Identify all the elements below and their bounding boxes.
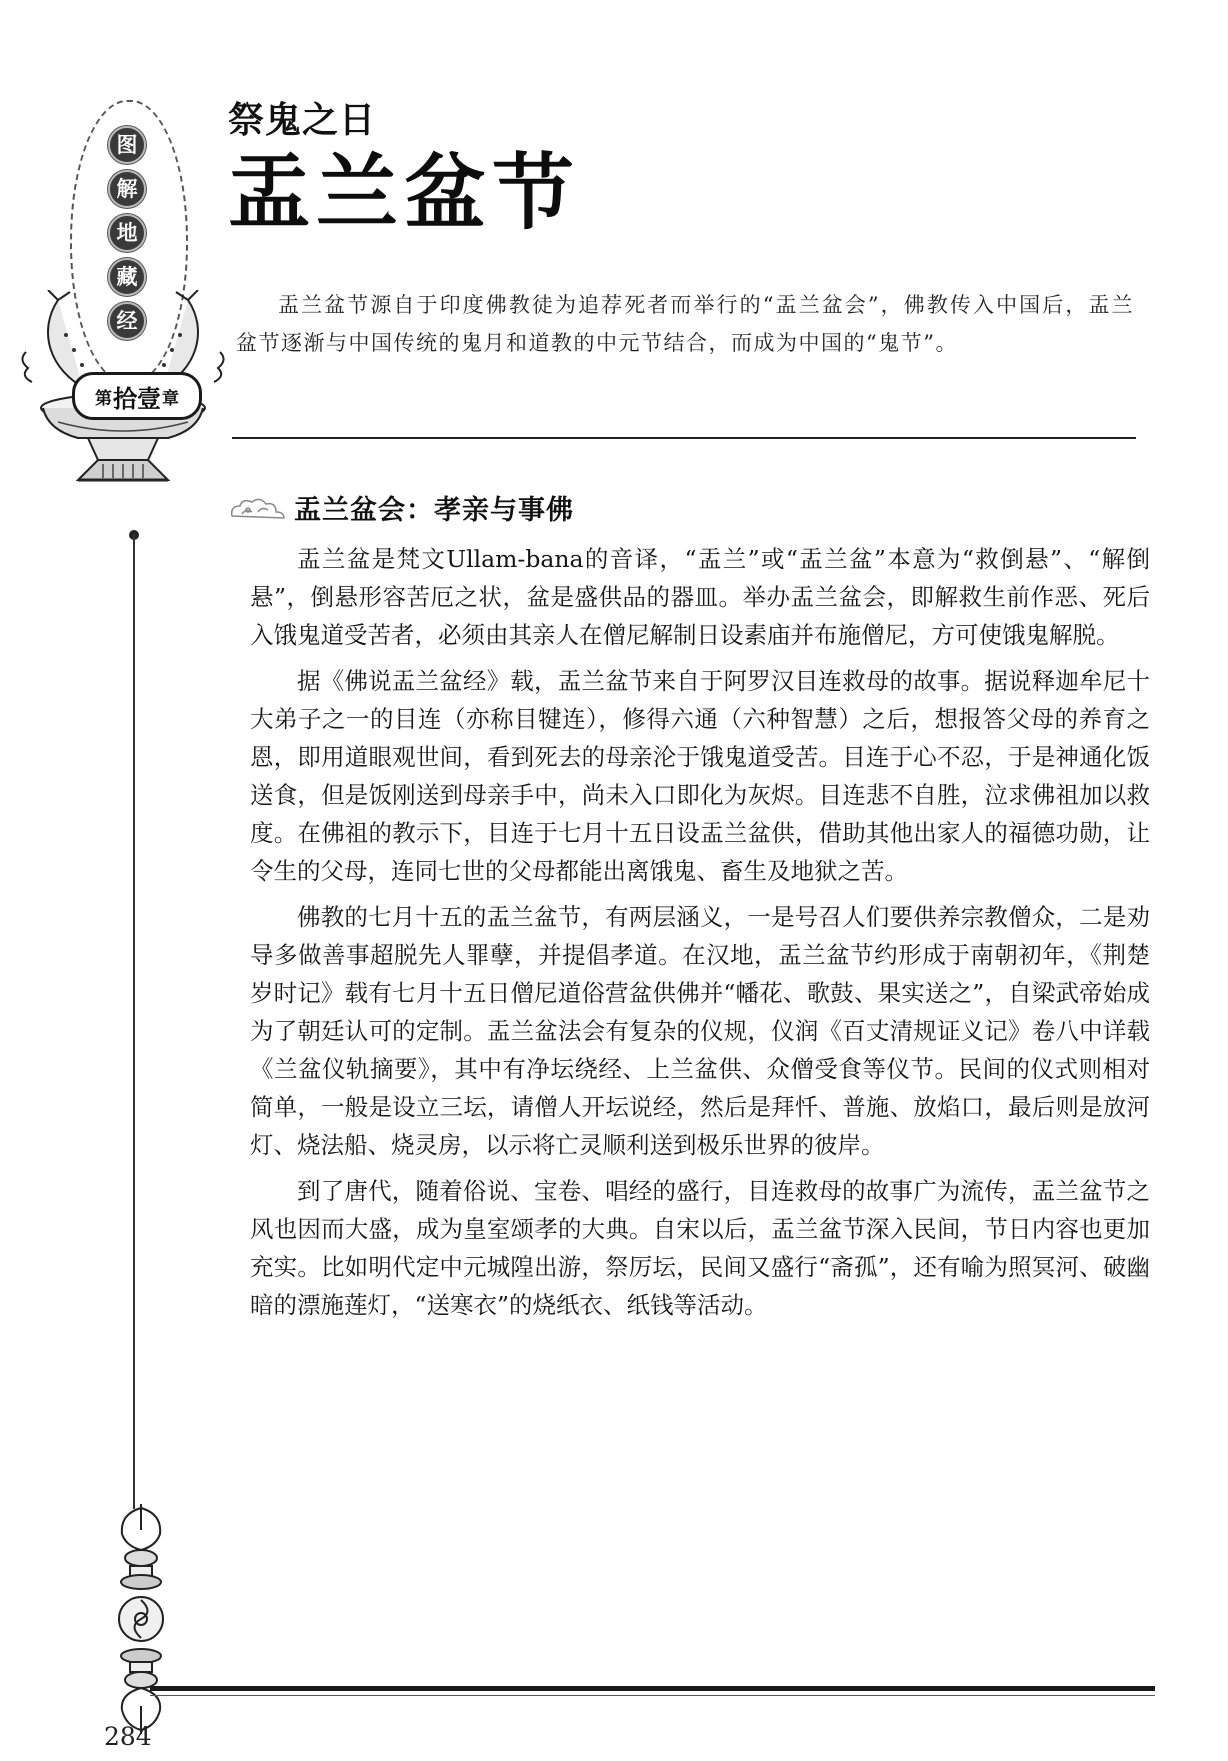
chapter-subtitle: 祭鬼之日 bbox=[228, 99, 377, 141]
chapter-badge bbox=[72, 372, 202, 420]
vajra-ornament-icon bbox=[112, 1500, 170, 1738]
footer-rule-thin bbox=[150, 1695, 1155, 1696]
footer-rule bbox=[150, 1686, 1155, 1691]
header-divider bbox=[232, 437, 1136, 439]
series-title-char: 藏 bbox=[108, 258, 146, 296]
series-title-char: 解 bbox=[108, 170, 146, 208]
auspicious-cloud-icon bbox=[228, 494, 290, 524]
chapter-suffix: 章 bbox=[162, 388, 179, 409]
page-number: 284 bbox=[104, 1722, 152, 1751]
chapter-intro: 盂兰盆节源自于印度佛教徒为追荐死者而举行的“盂兰盆会”，佛教传入中国后，盂兰盆节逐渐与中国传统的鬼月和道教的中元节结合，而成为中国的“鬼节”。 bbox=[236, 293, 1134, 355]
body-paragraph: 盂兰盆是梵文Ullam-bana的音译，“盂兰”或“盂兰盆”本意为“救倒悬”、“解倒悬”，倒悬形容苦厄之状，盆是盛供品的器皿。举办盂兰盆会，即解救生前作恶、死后入饿鬼道受苦者，必须由其亲人在僧尼解制日设素庙并布施僧尼，方可使饿鬼解脱。 bbox=[250, 545, 1150, 649]
section-heading: 盂兰盆会：孝亲与事佛 bbox=[294, 495, 574, 526]
margin-vertical-line bbox=[133, 534, 135, 1509]
chapter-prefix: 第 bbox=[95, 388, 112, 409]
chapter-title: 盂兰盆节 bbox=[228, 145, 581, 241]
body-paragraph: 据《佛说盂兰盆经》载，盂兰盆节来自于阿罗汉目连救母的故事。据说释迦牟尼十大弟子之一的目连（亦称目犍连），修得六通（六种智慧）之后，想报答父母的养育之恩，即用道眼观世间，看到死去的母亲沦于饿鬼道受苦。目连于心不忍，于是神通化饭送食，但是饭刚送到母亲手中，尚未入口即化为灰烬。目连悲不自胜，泣求佛祖加以救度。在佛祖的教示下，目连于七月十五日设盂兰盆供，借助其他出家人的福德功勋，让令生的父母，连同七世的父母都能出离饿鬼、畜生及地狱之苦。 bbox=[250, 667, 1150, 885]
section-body bbox=[250, 540, 1150, 1332]
series-title-char: 经 bbox=[108, 302, 146, 340]
chapter-number: 拾壹 bbox=[113, 384, 161, 413]
body-paragraph: 到了唐代，随着俗说、宝卷、唱经的盛行，目连救母的故事广为流传，盂兰盆节之风也因而大盛，成为皇室颂孝的大典。自宋以后，盂兰盆节深入民间，节日内容也更加充实。比如明代定中元城隍出游，祭厉坛，民间又盛行“斋孤”，还有喻为照冥河、破幽暗的漂施莲灯，“送寒衣”的烧纸衣、纸钱等活动。 bbox=[250, 1177, 1150, 1319]
series-title-char: 地 bbox=[108, 214, 146, 252]
series-title-char: 图 bbox=[108, 126, 146, 164]
body-paragraph: 佛教的七月十五的盂兰盆节，有两层涵义，一是号召人们要供养宗教僧众，二是劝导多做善事超脱先人罪孽，并提倡孝道。在汉地，盂兰盆节约形成于南朝初年，《荆楚岁时记》载有七月十五日僧尼道俗营盆供佛并“幡花、歌鼓、果实送之”，自梁武帝始成为了朝廷认可的定制。盂兰盆法会有复杂的仪规，仪润《百丈清规证义记》卷八中详载《兰盆仪轨摘要》，其中有净坛绕经、上兰盆供、众僧受食等仪节。民间的仪式则相对简单，一般是设立三坛，请僧人开坛说经，然后是拜忏、普施、放焰口，最后则是放河灯、烧法船、烧灵房，以示将亡灵顺利送到极乐世界的彼岸。 bbox=[250, 903, 1150, 1159]
